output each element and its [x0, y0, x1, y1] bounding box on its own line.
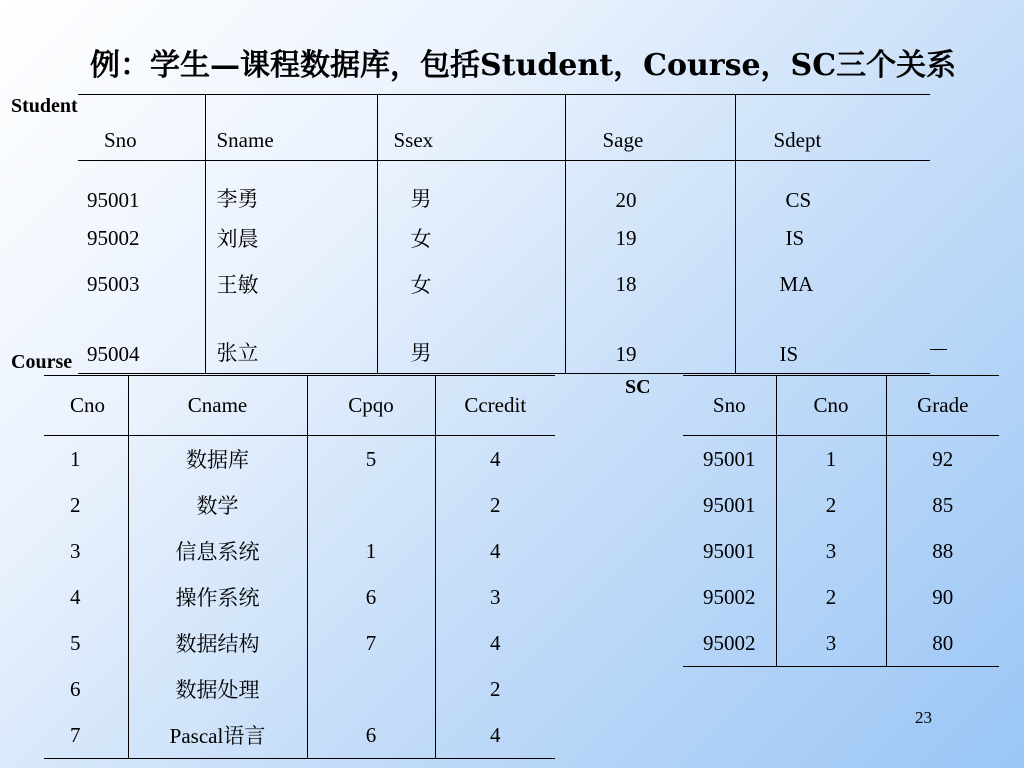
table-row [683, 620, 999, 667]
table-cell: 4 [70, 584, 81, 609]
table-cell: 95002 [87, 225, 140, 250]
table-cell: 19 [565, 215, 735, 261]
table-row [44, 620, 555, 666]
table-cell: Pascal语言 [128, 712, 307, 759]
table-cell: 2 [776, 574, 886, 620]
table-cell: 3 [70, 538, 81, 563]
table-cell: 4 [435, 436, 555, 483]
table-cell: 18 [565, 261, 735, 307]
table-cell: 5 [70, 630, 81, 655]
table-cell: 95001 [703, 492, 756, 517]
table-row [683, 482, 999, 528]
table-cell: 95001 [703, 446, 756, 471]
table-cell: IS [735, 307, 930, 374]
table-row [78, 161, 930, 216]
table-cell: 4 [435, 712, 555, 759]
table-cell: 6 [307, 712, 435, 759]
table-cell: 女 [377, 261, 565, 307]
column-header: Cno [776, 376, 886, 436]
table-row [44, 436, 555, 483]
table-row [78, 215, 930, 261]
table-cell: 95003 [87, 271, 140, 296]
table-cell: 1 [776, 436, 886, 483]
table-cell: 19 [565, 307, 735, 374]
table-header-row [44, 376, 555, 436]
table-row [78, 307, 930, 374]
column-header: Sdept [735, 95, 930, 161]
column-header: Sno [683, 376, 776, 436]
table-cell: IS [735, 215, 930, 261]
table-cell: 男 [377, 161, 565, 216]
table-cell: 女 [377, 215, 565, 261]
table-cell: MA [735, 261, 930, 307]
table-cell: 88 [886, 528, 999, 574]
table-cell: 7 [44, 712, 128, 759]
page-number: 23 [915, 708, 932, 727]
column-header: Sname [205, 95, 377, 161]
table-row [683, 574, 999, 620]
column-header: Cno [44, 376, 128, 436]
table-cell: 3 [435, 574, 555, 620]
table-cell: 4 [435, 620, 555, 666]
table-cell: 信息系统 [128, 528, 307, 574]
table-cell: 95002 [703, 584, 756, 609]
student-table-label: Student [11, 95, 78, 117]
column-header: Sno [78, 95, 205, 161]
sc-table [683, 375, 999, 667]
table-cell: 男 [377, 307, 565, 374]
table-cell: 20 [565, 161, 735, 216]
sc-table-label: SC [625, 376, 651, 398]
table-cell: 85 [886, 482, 999, 528]
column-header: Grade [886, 376, 999, 436]
table-row [44, 528, 555, 574]
column-header: Ccredit [435, 376, 555, 436]
table-row [683, 436, 999, 483]
table-cell: 操作系统 [128, 574, 307, 620]
table-cell: 95002 [683, 620, 776, 667]
column-header: Sage [565, 95, 735, 161]
table-cell: 张立 [205, 307, 377, 374]
column-header: Cname [128, 376, 307, 436]
table-cell: 80 [886, 620, 999, 667]
course-table [44, 375, 555, 759]
table-row [683, 528, 999, 574]
table-cell: 95001 [87, 188, 140, 212]
table-cell: 数据处理 [128, 666, 307, 712]
table-row [78, 261, 930, 307]
table-cell: 4 [435, 528, 555, 574]
table-cell: 数据库 [128, 436, 307, 483]
table-cell: 92 [886, 436, 999, 483]
slide-title: 例：学生—课程数据库，包括Student，Course，SC三个关系 [90, 48, 957, 83]
column-header: Cpqo [307, 376, 435, 436]
table-row [44, 666, 555, 712]
table-cell: 数学 [128, 482, 307, 528]
table-row [44, 712, 555, 759]
table-cell: 1 [70, 446, 81, 471]
table-cell: 3 [776, 528, 886, 574]
student-table [78, 94, 930, 374]
table-cell: 90 [886, 574, 999, 620]
table-cell: 7 [307, 620, 435, 666]
table-cell: 2 [435, 482, 555, 528]
table-cell: 王敏 [205, 261, 377, 307]
table-cell: 95004 [78, 307, 205, 374]
table-cell [307, 482, 435, 528]
column-header: Ssex [377, 95, 565, 161]
table-cell: 数据结构 [128, 620, 307, 666]
course-table-label: Course [11, 351, 73, 373]
table-row [44, 574, 555, 620]
table-header-row [78, 95, 930, 161]
table-cell: 6 [307, 574, 435, 620]
table-cell: 2 [776, 482, 886, 528]
table-header-row [683, 376, 999, 436]
table-cell: 6 [70, 676, 81, 701]
table-row [44, 482, 555, 528]
table-cell: CS [735, 161, 930, 216]
table-cell: 3 [776, 620, 886, 667]
table-cell: 2 [435, 666, 555, 712]
table-cell: 5 [307, 436, 435, 483]
table-cell: 1 [307, 528, 435, 574]
table-cell: 2 [70, 492, 81, 517]
table-cell: 刘晨 [205, 215, 377, 261]
table-rule [930, 349, 947, 350]
table-cell: 95001 [703, 538, 756, 563]
table-cell: 李勇 [205, 161, 377, 216]
table-cell [307, 666, 435, 712]
